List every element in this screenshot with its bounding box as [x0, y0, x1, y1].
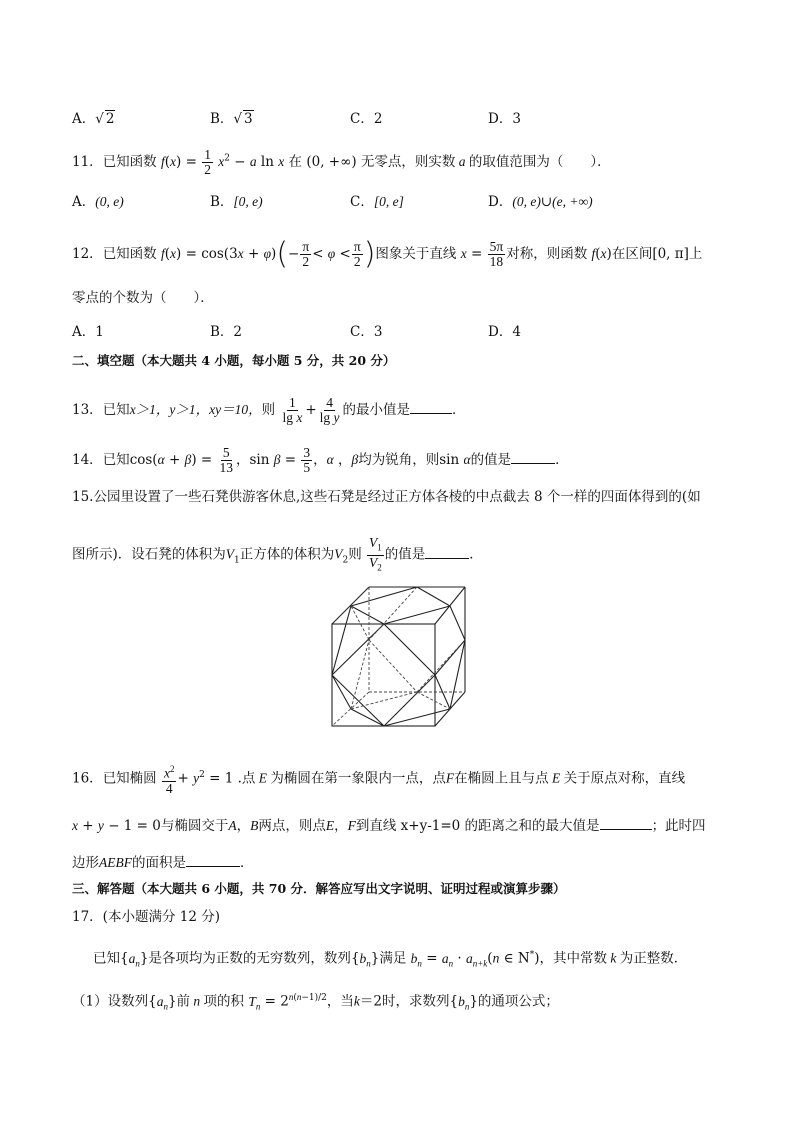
question-12: 12．已知函数 f(x) = cos(3x + φ)(− $\frac{\pi}{2}$ < φ < $\frac{\pi}{2}$ )图象关于直线 x = $\frac{5\pi}{18}$ 对称，则函数 f(x)在区间[0, π]上: [72, 236, 703, 272]
q12-option-a: A．1: [72, 324, 104, 340]
q10-option-a: A．√ 2: [72, 111, 115, 127]
question-15-line2: 图所示)．设石凳的体积为$V_1$正方体的体积为$V_2$则 $\frac{V_1}{V_2}$ 的值是 ．: [72, 535, 483, 573]
q12-option-c: C．3: [350, 324, 383, 340]
answer-blank: [600, 815, 652, 830]
q11-option-b: B．[0, e): [210, 194, 263, 210]
question-14: 14．已知cos(α + β) = $\frac{5}{13}$ ，sin β = $\frac{3}{5}$ ，α ，β均为锐角，则sin α的值是 ．: [72, 445, 569, 475]
section-solutions-title: 三、解答题（本大题共 6 小题，共 70 分．解答应写出文字说明、证明过程或演算步骤）: [72, 881, 566, 896]
q12-option-b: B．2: [210, 324, 243, 340]
question-12-line2: 零点的个数为（ ）．: [72, 290, 214, 306]
question-15-line1: 15.公园里设置了一些石凳供游客休息,这些石凳是经过正方体各棱的中点截去 8 个一样的四面体得到的(如: [72, 489, 701, 505]
q10-option-d: D．3: [488, 111, 521, 127]
question-16-line2: x + y − 1 = 0与椭圆交于A，B两点，则点E，F到直线 x+y-1=0 的距离之和的最大值是 ；此时四: [72, 815, 706, 835]
question-17-heading: 17．(本小题满分 12 分): [72, 909, 220, 925]
answer-blank: [511, 449, 555, 464]
q10-option-b: B．√ 3: [210, 111, 253, 127]
question-17-part1: （1）设数列$\{a_n\}$前 n 项的积 $T_n = 2^{n(n-1)/2}$，当k＝2时，求数列$\{b_n\}$的通项公式；: [72, 992, 559, 1012]
q11-option-a: A．(0, e): [72, 194, 124, 210]
q11-option-c: C．[0, e]: [350, 194, 404, 210]
fraction-half: $\frac{1}{2}$: [204, 147, 211, 177]
question-16-line1: 16．已知椭圆 $\frac{x^2}{4}$ + $y^2 = 1$ .点 E 为椭圆在第一象限内一点，点F在椭圆上且与点 E 关于原点对称，直线: [72, 764, 686, 796]
question-13: 13．已知x＞1，y＞1，xy＝10，则 $\frac{1}{\text{lg x}}$ + $\frac{4}{\text{lg y}}$ 的最小值是 ．: [72, 395, 466, 425]
answer-blank: [425, 544, 469, 559]
section-fill-in-title: 二、填空题（本大题共 4 小题，每小题 5 分，共 20 分）: [72, 353, 396, 368]
question-17-stem: 已知$\{a_n\}$是各项均为正数的无穷数列，数列$\{b_n\}$满足 $b_n = a_n \cdot a_{n+k}(n$ ∈ N*)，其中常数 k 为正整数．: [93, 950, 688, 969]
q11-option-d: D．(0, e)∪(e, +∞): [488, 194, 593, 210]
question-16-line3: 边形AEBF的面积是 ．: [72, 852, 254, 872]
question-11: 11．已知函数 f(x) = $\frac{1}{2}$ $x^2 - a$ ln x 在 (0, +∞) 无零点，则实数 a 的取值范围为（ ）．: [72, 147, 611, 177]
answer-blank: [410, 399, 452, 414]
stone-bench-cube-figure: [329, 584, 469, 730]
q12-option-d: D．4: [488, 324, 521, 340]
answer-blank: [186, 852, 240, 867]
q10-option-c: C．2: [350, 111, 383, 127]
